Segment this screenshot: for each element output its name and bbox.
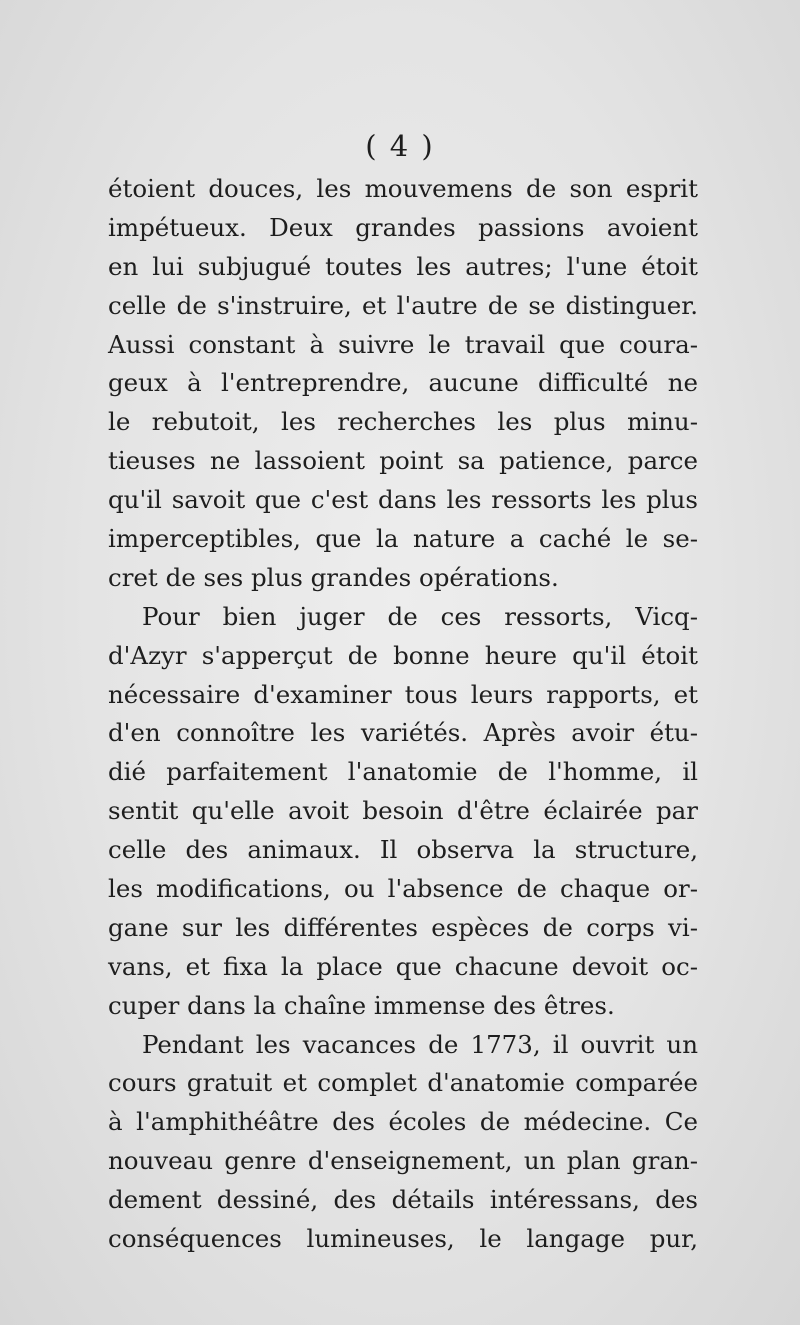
text-line: sentit qu'elle avoit besoin d'être éclairée par bbox=[108, 796, 698, 826]
text-line: impétueux. Deux grandes passions avoient bbox=[108, 212, 698, 242]
text-line: cuper dans la chaîne immense des êtres. bbox=[108, 990, 615, 1020]
text-line: d'en connoître les variétés. Après avoir étu- bbox=[108, 718, 698, 748]
paragraph-2 bbox=[108, 598, 698, 1026]
paragraph-3 bbox=[108, 1026, 698, 1259]
text-line: Pour bien juger de ces ressorts, Vicq- bbox=[142, 601, 698, 631]
text-line: dement dessiné, des détails intéressans, des bbox=[108, 1185, 698, 1215]
text-line: à l'amphithéâtre des écoles de médecine. Ce bbox=[108, 1107, 698, 1137]
text-line: qu'il savoit que c'est dans les ressorts les plus bbox=[108, 485, 698, 515]
text-line: celle des animaux. Il observa la structure, bbox=[108, 835, 698, 865]
text-line: dié parfaitement l'anatomie de l'homme, il bbox=[108, 757, 698, 787]
text-line: les modifications, ou l'absence de chaque or- bbox=[108, 874, 698, 904]
text-line: vans, et fixa la place que chacune devoit oc- bbox=[108, 951, 698, 981]
paragraph-1 bbox=[108, 170, 698, 598]
page-number: ( 4 ) bbox=[365, 129, 435, 163]
text-line: cours gratuit et complet d'anatomie comparée bbox=[108, 1068, 698, 1098]
text-line: tieuses ne lassoient point sa patience, parce bbox=[108, 446, 698, 476]
text-line: Pendant les vacances de 1773, il ouvrit un bbox=[142, 1029, 698, 1059]
text-line: cret de ses plus grandes opérations. bbox=[108, 562, 559, 592]
body-text bbox=[108, 170, 698, 1259]
text-line: conséquences lumineuses, le langage pur, bbox=[108, 1224, 698, 1254]
text-line: imperceptibles, que la nature a caché le se- bbox=[108, 524, 698, 554]
text-line: le rebutoit, les recherches les plus minu- bbox=[108, 407, 698, 437]
text-line: étoient douces, les mouvemens de son esprit bbox=[108, 174, 698, 203]
text-line: d'Azyr s'apperçut de bonne heure qu'il étoit bbox=[108, 640, 698, 670]
text-line: nouveau genre d'enseignement, un plan gran- bbox=[108, 1146, 698, 1176]
text-line: gane sur les différentes espèces de corps vi- bbox=[108, 912, 698, 942]
text-line: en lui subjugué toutes les autres; l'une étoit bbox=[108, 251, 698, 281]
text-line: celle de s'instruire, et l'autre de se distinguer. bbox=[108, 290, 698, 320]
text-line: geux à l'entreprendre, aucune difficulté ne bbox=[108, 368, 698, 398]
text-line: nécessaire d'examiner tous leurs rapports, et bbox=[108, 679, 698, 709]
text-line: Aussi constant à suivre le travail que coura- bbox=[108, 329, 698, 359]
